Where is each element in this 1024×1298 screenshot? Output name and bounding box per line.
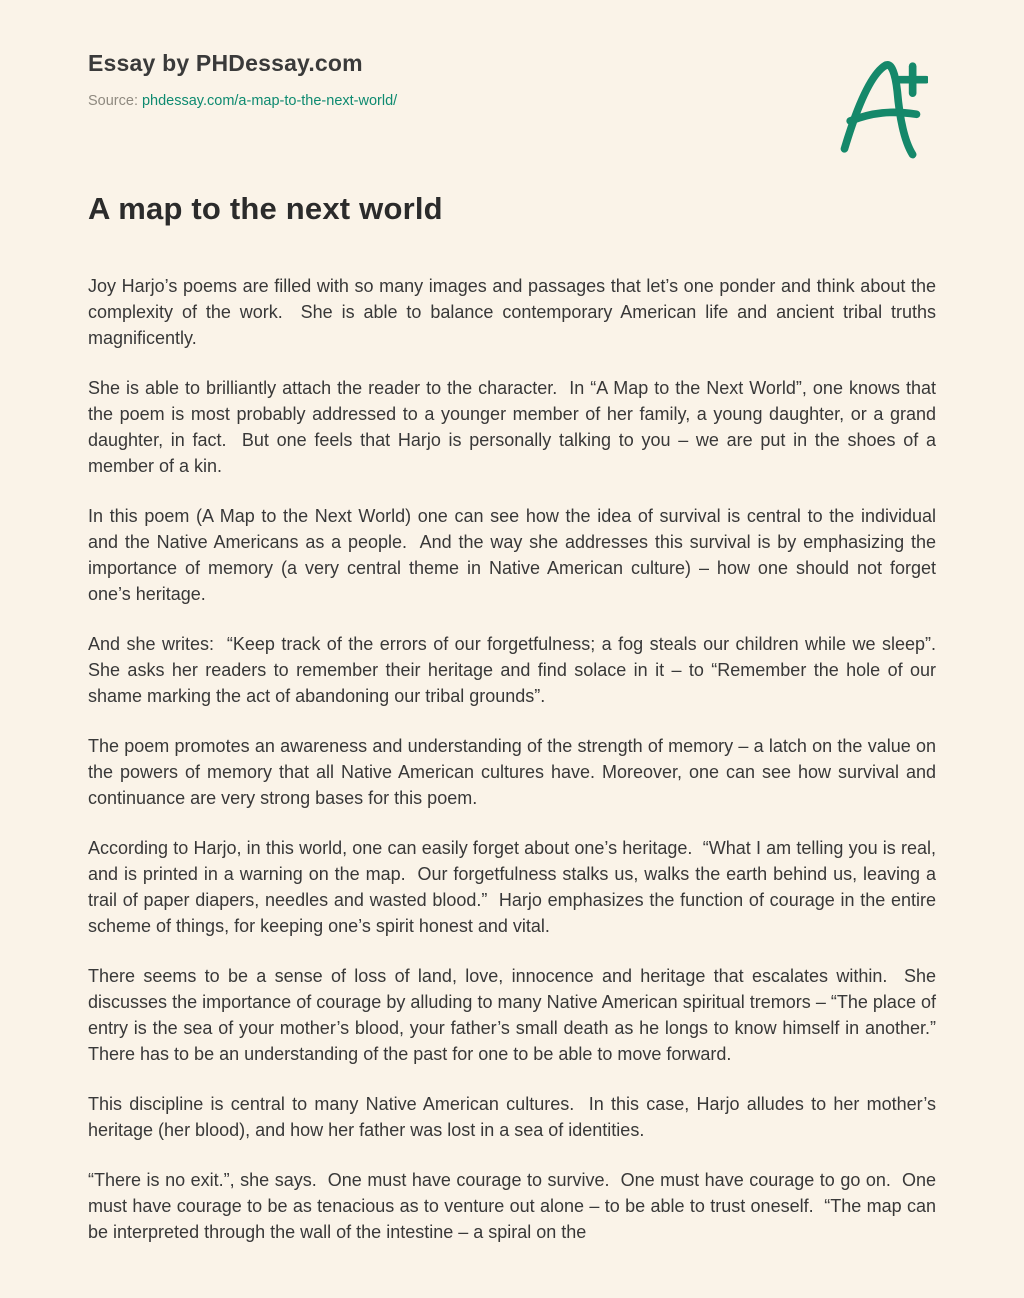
essay-paragraph: This discipline is central to many Native American cultures. In this case, Harjo alludes to her mother’s heritage (her blood), and how her father was lost in a sea of identities. — [88, 1094, 942, 1140]
essay-body — [88, 273, 947, 1245]
essay-paragraph: Joy Harjo’s poems are filled with so many images and passages that let’s one ponder and think about the complexity of the work. She is able to balance contemporary American life and ancient tribal truths magnificently. — [88, 276, 942, 348]
source-line — [88, 93, 936, 109]
source-link[interactable]: phdessay.com/a-map-to-the-next-world/ — [141, 93, 398, 109]
brand-heading: Essay by PHDessay.com — [88, 50, 363, 76]
essay-paragraph: According to Harjo, in this world, one can easily forget about one’s heritage. “What I am telling you is real, and is printed in a warning on the map. Our forgetfulness stalks us, walks the earth behind us, leaving a trail of paper diapers, needles and wasted blood.” Harjo emphasizes the function of courage in the entire scheme of things, for keeping one’s spirit honest and vital. — [88, 838, 942, 936]
essay-paragraph: And she writes: “Keep track of the errors of our forgetfulness; a fog steals our children while we sleep”. She asks her readers to remember their heritage and find solace in it – to “Remember the hole of our shame marking the act of abandoning our tribal grounds”. — [88, 634, 947, 706]
essay-paragraph: In this poem (A Map to the Next World) one can see how the idea of survival is central to the individual and the Native Americans as a people. And the way she addresses this survival is by emphasizing the importance of memory (a very central theme in Native American culture) – how one should not forget one’s heritage. — [88, 506, 942, 604]
source-label: Source: — [88, 93, 138, 109]
essay-paragraph: The poem promotes an awareness and understanding of the strength of memory – a latch on the value on the powers of memory that all Native American cultures have. Moreover, one can see how survival and continuance are very strong bases for this poem. — [88, 736, 942, 808]
a-plus-logo-icon — [832, 52, 928, 164]
essay-paragraph: There seems to be a sense of loss of land, love, innocence and heritage that escalates within. She discusses the importance of courage by alluding to many Native American spiritual tremors – “The place of entry is the sea of your mother’s blood, your father’s small death as he longs to know himself in another.” There has to be an understanding of the past for one to be able to move forward. — [88, 966, 947, 1064]
page-title: A map to the next world — [88, 191, 443, 226]
essay-paragraph: She is able to brilliantly attach the reader to the character. In “A Map to the Next World”, one knows that the poem is most probably addressed to a younger member of her family, a young daughter, or a grand daughter, in fact. But one feels that Harjo is personally talking to you – we are put in the shoes of a member of a kin. — [88, 378, 942, 476]
essay-paragraph: “There is no exit.”, she says. One must have courage to survive. One must have courage to go on. One must have courage to be as tenacious as to venture out alone – to be able to trust oneself. “The map can be interpreted through the wall of the intestine – a spiral on the — [88, 1170, 942, 1242]
